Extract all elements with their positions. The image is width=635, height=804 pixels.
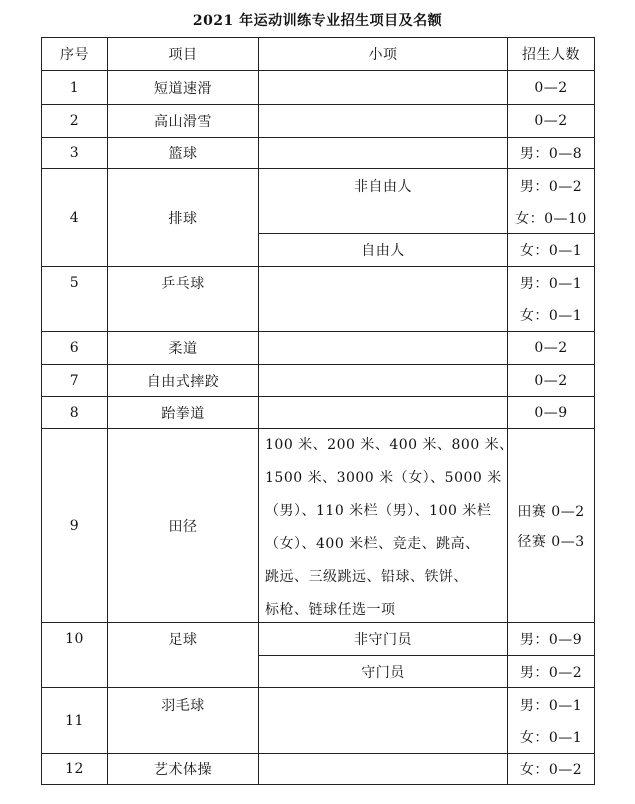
row-quota: 女：0—1	[519, 308, 583, 324]
row-project: 柔道	[168, 341, 198, 357]
row-quota: 男：0—2	[519, 664, 583, 681]
row-project: 自由式摔跤	[146, 373, 220, 390]
row-quota: 男：0—1	[519, 276, 583, 292]
row-no: 8	[69, 404, 80, 421]
row-quota: 男：0—9	[519, 632, 583, 648]
row-no: 6	[69, 340, 80, 356]
table-title: 2021 年运动训练专业招生项目及名额	[192, 13, 443, 29]
header-no: 序号	[60, 47, 89, 63]
sub-items-line: 跳远、三级跳远、铅球、铁饼、	[265, 569, 468, 585]
row-sub-items-list	[265, 429, 514, 627]
row-sub-item: 自由人	[361, 243, 405, 259]
row-quota: 0—2	[534, 372, 568, 389]
row-no: 7	[69, 372, 80, 389]
row-quota: 0—2	[534, 340, 568, 356]
header-quota: 招生人数	[522, 47, 580, 63]
row-project: 羽毛球	[161, 697, 205, 714]
row-no: 12	[65, 761, 84, 777]
row-project: 篮球	[168, 146, 198, 162]
row-no: 1	[69, 79, 80, 96]
row-project: 艺术体操	[154, 762, 212, 778]
sub-items-line: 1500 米、3000 米（女）、5000 米	[265, 470, 502, 486]
row-quota: 0—2	[534, 113, 568, 129]
row-quota: 男：0—2	[519, 178, 583, 195]
row-no: 3	[69, 145, 80, 161]
header-project: 项目	[168, 47, 198, 63]
row-no: 4	[69, 209, 80, 226]
row-quota: 女：0—10	[515, 210, 587, 227]
row-quota: 女：0—1	[519, 243, 583, 259]
row-project: 排球	[168, 210, 198, 227]
row-quota: 男：0—1	[519, 697, 583, 714]
row-project: 乒乓球	[161, 276, 205, 292]
row-no: 10	[65, 631, 84, 647]
row-no: 5	[69, 275, 80, 291]
sub-items-line: （女）、400 米栏、竞走、跳高、	[265, 536, 480, 552]
row-quota: 0—9	[534, 404, 568, 421]
row-project: 足球	[168, 632, 198, 648]
row-project: 短道速滑	[154, 80, 212, 97]
row-quota: 女：0—1	[519, 730, 583, 746]
row-quota: 女：0—2	[519, 762, 583, 778]
header-sub: 小项	[368, 47, 398, 63]
sub-items-line: （男）、110 米栏（男）、100 米栏	[265, 503, 492, 519]
row-sub-item: 非守门员	[354, 632, 412, 648]
row-project: 田径	[168, 518, 198, 535]
row-no: 9	[69, 517, 80, 534]
row-no: 11	[65, 713, 84, 729]
row-project: 高山滑雪	[154, 114, 212, 130]
row-quota: 0—2	[534, 79, 568, 96]
sub-items-line: 标枪、链球任选一项	[265, 602, 396, 618]
sub-items-line: 100 米、200 米、400 米、800 米、	[265, 437, 514, 453]
row-sub-item: 非自由人	[354, 178, 412, 195]
row-quota: 径赛 0—3	[517, 534, 585, 550]
row-no: 2	[69, 113, 80, 129]
row-sub-item: 守门员	[361, 664, 405, 681]
row-project: 跆拳道	[161, 405, 205, 422]
row-quota: 男：0—8	[519, 146, 583, 162]
row-quota: 田赛 0—2	[517, 504, 585, 520]
